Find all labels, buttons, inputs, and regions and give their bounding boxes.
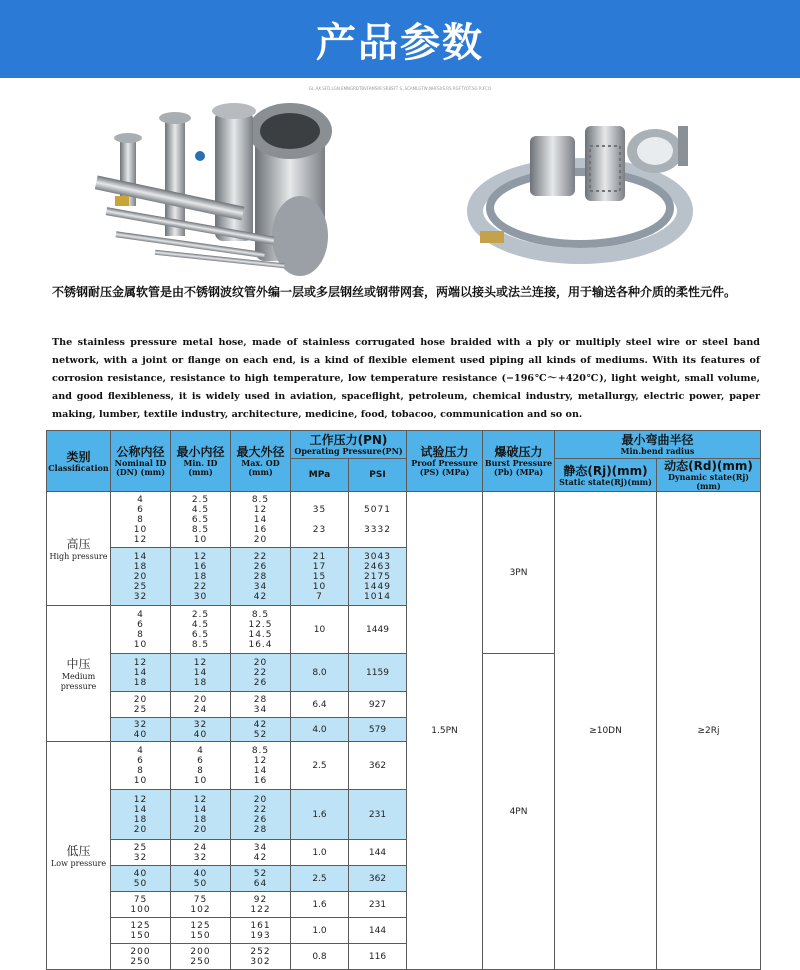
hose-assortment-photo xyxy=(95,96,355,276)
cell-min: 32 40 xyxy=(171,718,231,742)
cell-min: 200 250 xyxy=(171,944,231,970)
cell-max: 20 22 26 xyxy=(231,654,291,692)
cell-psi: 1159 xyxy=(349,654,407,692)
cell-min: 2.5 4.5 6.5 8.5 10 xyxy=(171,492,231,548)
cell-min: 125 150 xyxy=(171,918,231,944)
cell-mpa: 0.8 xyxy=(291,944,349,970)
cell-dn: 12 14 18 xyxy=(111,654,171,692)
cell-psi: 1449 xyxy=(349,606,407,654)
cell-dn: 14 18 20 25 32 xyxy=(111,548,171,606)
cell-max: 252 302 xyxy=(231,944,291,970)
header-burst-pressure: 爆破压力 Burst Pressure (Pb) (MPa) xyxy=(483,431,555,492)
cell-burst-low: 4PN xyxy=(483,654,555,970)
cell-max: 161 193 xyxy=(231,918,291,944)
cell-min: 20 24 xyxy=(171,692,231,718)
coiled-hose-photo xyxy=(460,96,715,276)
cell-psi: 362 xyxy=(349,866,407,892)
cell-dn: 200 250 xyxy=(111,944,171,970)
parameter-table xyxy=(46,430,761,970)
header-operating-pressure: 工作压力(PN) Operating Pressure(PN) xyxy=(291,431,407,459)
cell-psi: 362 xyxy=(349,742,407,790)
header-bend-radius: 最小弯曲半径 Min.bend radius xyxy=(555,431,761,459)
cell-max: 8.5 12 14 16 20 xyxy=(231,492,291,548)
cell-dn: 12 14 18 20 xyxy=(111,790,171,840)
cell-dn: 75 100 xyxy=(111,892,171,918)
cell-psi: 231 xyxy=(349,790,407,840)
cell-dn: 4 6 8 10 xyxy=(111,742,171,790)
cell-mpa: 4.0 xyxy=(291,718,349,742)
cell-psi: 116 xyxy=(349,944,407,970)
header-dynamic: 动态(Rd)(mm) Dynamic state(Rj)(mm) xyxy=(657,459,761,492)
header-classification: 类别 Classification xyxy=(47,431,111,492)
cell-proof: 1.5PN xyxy=(407,492,483,970)
cell-mpa: 2.5 xyxy=(291,866,349,892)
cell-psi: 231 xyxy=(349,892,407,918)
cell-mpa: 35 23 xyxy=(291,492,349,548)
cell-static: ≥10DN xyxy=(555,492,657,970)
page-title: 产品参数 xyxy=(316,19,484,66)
cell-mpa: 1.6 xyxy=(291,790,349,840)
cell-dynamic: ≥2Rj xyxy=(657,492,761,970)
cell-dn: 40 50 xyxy=(111,866,171,892)
cell-mpa: 10 xyxy=(291,606,349,654)
cell-mpa: 6.4 xyxy=(291,692,349,718)
cell-min: 40 50 xyxy=(171,866,231,892)
description-english: The stainless pressure metal hose, made of stainless corrugated hose braided with a ply or multiply steel wire or steel band network, with a joint or flange on each end, is a kind of flexible element used piping all kinds of mediums. With its features of corrosion resistance, resistance to high temperature, low temperature resistance (−196℃～+420℃), light weight, small volume, and good flexibleness, it is widely used in aviation, spaceflight, petroleum, chemical industry, metallurgy, electric power, paper making, lumber, textile industry, architecture, medicine, food, tobacoo, communication and so on. xyxy=(52,337,760,420)
cell-max: 92 122 xyxy=(231,892,291,918)
page-banner xyxy=(0,0,800,78)
cell-max: 8.5 12.5 14.5 16.4 xyxy=(231,606,291,654)
cell-max: 28 34 xyxy=(231,692,291,718)
cell-max: 52 64 xyxy=(231,866,291,892)
header-max-od: 最大外径 Max. OD (mm) xyxy=(231,431,291,492)
cell-min: 12 14 18 20 xyxy=(171,790,231,840)
header-static: 静态(Rj)(mm) Static state(Rj)(mm) xyxy=(555,459,657,492)
header-nominal-id: 公称内径 Nominal ID (DN) (mm) xyxy=(111,431,171,492)
cell-psi: 144 xyxy=(349,840,407,866)
class-medium: 中压 Medium pressure xyxy=(47,606,111,742)
cell-min: 12 14 18 xyxy=(171,654,231,692)
class-low: 低压 Low pressure xyxy=(47,742,111,970)
cell-min: 4 6 8 10 xyxy=(171,742,231,790)
cell-max: 8.5 12 14 16 xyxy=(231,742,291,790)
cell-dn: 20 25 xyxy=(111,692,171,718)
table-row xyxy=(47,492,761,548)
cell-mpa: 8.0 xyxy=(291,654,349,692)
cell-dn: 4 6 8 10 12 xyxy=(111,492,171,548)
cell-dn: 25 32 xyxy=(111,840,171,866)
cell-psi: 3043 2463 2175 1449 1014 xyxy=(349,548,407,606)
cell-psi: 144 xyxy=(349,918,407,944)
header-proof-pressure: 试验压力 Proof Pressure (PS) (MPa) xyxy=(407,431,483,492)
cell-dn: 4 6 8 10 xyxy=(111,606,171,654)
header-min-id: 最小内径 Min. ID (mm) xyxy=(171,431,231,492)
description-chinese: 不锈钢耐压金属软管是由不锈钢波纹管外编一层或多层钢丝或钢带网套，两端以接头或法兰连接，用于输送各种介质的柔性元件。 xyxy=(52,285,737,299)
cell-psi: 579 xyxy=(349,718,407,742)
header-mpa: MPa xyxy=(291,459,349,492)
fine-print: GL AX.SFD.LGN.EMNGRDTBVFAMSRF.SR8SFT S.,SCAMLGTW,NHFSXS.RS RGFTYOT.SG R.FCO xyxy=(308,86,492,91)
cell-max: 20 22 26 28 xyxy=(231,790,291,840)
cell-min: 2.5 4.5 6.5 8.5 xyxy=(171,606,231,654)
cell-dn: 125 150 xyxy=(111,918,171,944)
cell-psi: 5071 3332 xyxy=(349,492,407,548)
header-psi: PSI xyxy=(349,459,407,492)
cell-mpa: 1.0 xyxy=(291,918,349,944)
cell-mpa: 21 17 15 10 7 xyxy=(291,548,349,606)
cell-dn: 32 40 xyxy=(111,718,171,742)
class-high: 高压 High pressure xyxy=(47,492,111,606)
cell-psi: 927 xyxy=(349,692,407,718)
cell-min: 75 102 xyxy=(171,892,231,918)
cell-min: 24 32 xyxy=(171,840,231,866)
cell-mpa: 1.6 xyxy=(291,892,349,918)
cell-mpa: 2.5 xyxy=(291,742,349,790)
cell-min: 12 16 18 22 30 xyxy=(171,548,231,606)
cell-mpa: 1.0 xyxy=(291,840,349,866)
cell-max: 42 52 xyxy=(231,718,291,742)
cell-burst-high: 3PN xyxy=(483,492,555,654)
cell-max: 22 26 28 34 42 xyxy=(231,548,291,606)
cell-max: 34 42 xyxy=(231,840,291,866)
